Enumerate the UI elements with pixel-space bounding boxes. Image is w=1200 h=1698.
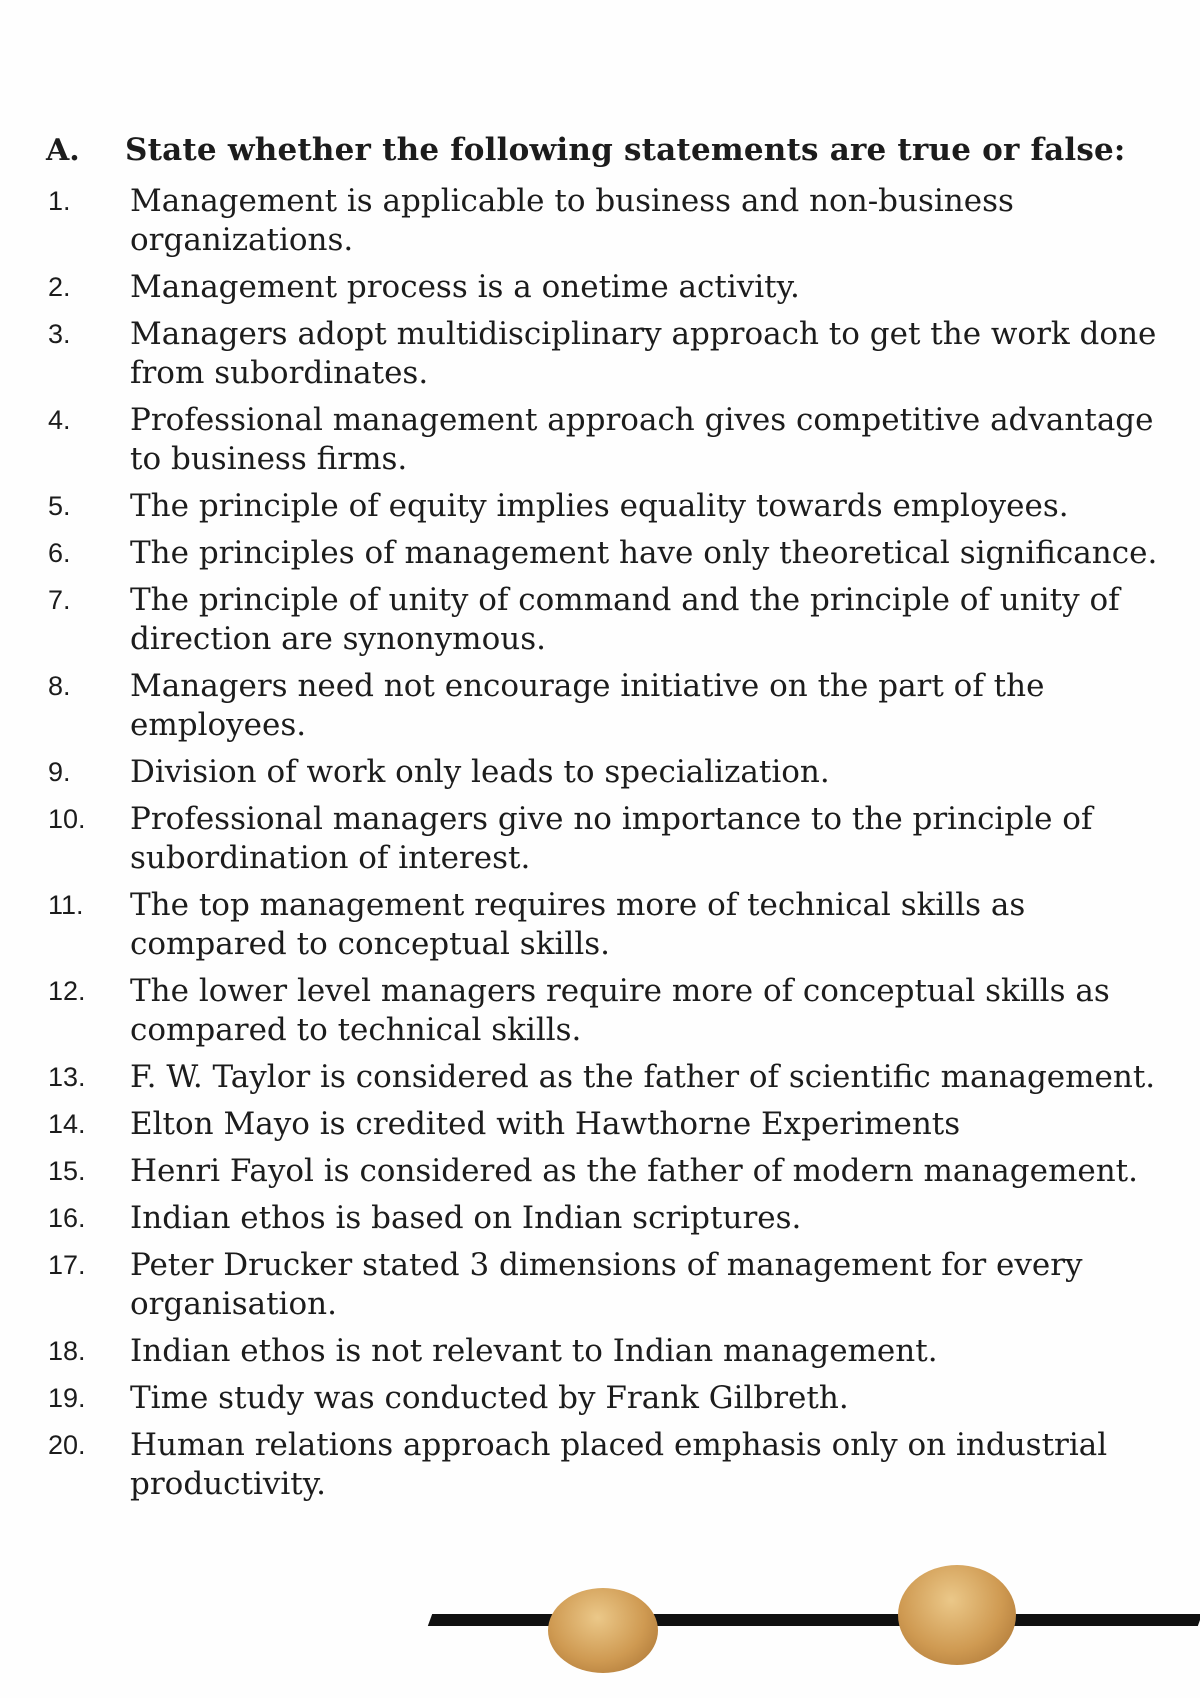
question-text: Managers need not encourage initiative on the part of the employees. (130, 668, 1045, 743)
question-item (40, 534, 1180, 573)
question-text: F. W. Taylor is considered as the father of scientific management. (130, 1059, 1156, 1095)
question-number: 1. (48, 186, 71, 216)
question-text: Division of work only leads to specialization. (130, 754, 830, 790)
question-item (40, 972, 1180, 1050)
question-item (40, 1246, 1180, 1324)
question-number: 15. (48, 1156, 86, 1186)
question-text: Human relations approach placed emphasis only on industrial productivity. (130, 1427, 1108, 1502)
right-thumb-photo (898, 1565, 1016, 1665)
section-letter: A. (46, 133, 80, 168)
page-bottom-edge-shadow (428, 1614, 1200, 1626)
question-number: 19. (48, 1383, 86, 1413)
question-item (40, 1199, 1180, 1238)
question-text: Time study was conducted by Frank Gilbreth. (130, 1380, 849, 1416)
question-number: 20. (48, 1430, 86, 1460)
question-text: Professional managers give no importance to the principle of subordination of interest. (130, 801, 1093, 876)
question-number: 9. (48, 757, 71, 787)
question-list (40, 182, 1180, 1504)
question-item (40, 268, 1180, 307)
question-text: Henri Fayol is considered as the father of modern management. (130, 1153, 1138, 1189)
question-number: 5. (48, 491, 71, 521)
question-text: The lower level managers require more of conceptual skills as compared to technical skills. (130, 973, 1110, 1048)
question-text: Managers adopt multidisciplinary approach to get the work done from subordinates. (130, 316, 1157, 391)
question-text: Peter Drucker stated 3 dimensions of management for every organisation. (130, 1247, 1083, 1322)
question-text: Indian ethos is not relevant to Indian management. (130, 1333, 938, 1369)
question-number: 14. (48, 1109, 86, 1139)
question-text: The principles of management have only theoretical significance. (130, 535, 1158, 571)
question-item (40, 753, 1180, 792)
question-text: Indian ethos is based on Indian scriptures. (130, 1200, 802, 1236)
question-number: 17. (48, 1250, 86, 1280)
question-number: 10. (48, 804, 86, 834)
question-text: Management process is a onetime activity. (130, 269, 800, 305)
section-instruction: State whether the following statements are true or false: (125, 132, 1126, 168)
question-number: 13. (48, 1062, 86, 1092)
question-text: Elton Mayo is credited with Hawthorne Experiments (130, 1106, 961, 1142)
question-number: 8. (48, 671, 71, 701)
question-number: 3. (48, 319, 71, 349)
question-number: 7. (48, 585, 71, 615)
question-item (40, 1332, 1180, 1371)
question-item (40, 1105, 1180, 1144)
question-text: The principle of equity implies equality towards employees. (130, 488, 1069, 524)
question-number: 18. (48, 1336, 86, 1366)
left-thumb-photo (548, 1588, 658, 1673)
question-item (40, 1058, 1180, 1097)
question-number: 6. (48, 538, 71, 568)
question-number: 4. (48, 405, 71, 435)
question-item (40, 401, 1180, 479)
question-item (40, 182, 1180, 260)
question-item (40, 667, 1180, 745)
question-text: The top management requires more of technical skills as compared to conceptual skills. (130, 887, 1026, 962)
question-text: Professional management approach gives competitive advantage to business firms. (130, 402, 1154, 477)
question-number: 16. (48, 1203, 86, 1233)
question-item (40, 800, 1180, 878)
question-text: Management is applicable to business and non-business organizations. (130, 183, 1014, 258)
question-text: The principle of unity of command and the principle of unity of direction are synonymous. (130, 582, 1120, 657)
question-number: 2. (48, 272, 71, 302)
question-item (40, 1379, 1180, 1418)
question-item (40, 315, 1180, 393)
question-number: 11. (48, 890, 84, 920)
question-number: 12. (48, 976, 86, 1006)
question-item (40, 1152, 1180, 1191)
question-item (40, 487, 1180, 526)
question-sheet (40, 132, 1180, 1512)
section-heading (40, 132, 1180, 168)
question-item (40, 886, 1180, 964)
question-item (40, 1426, 1180, 1504)
question-item (40, 581, 1180, 659)
